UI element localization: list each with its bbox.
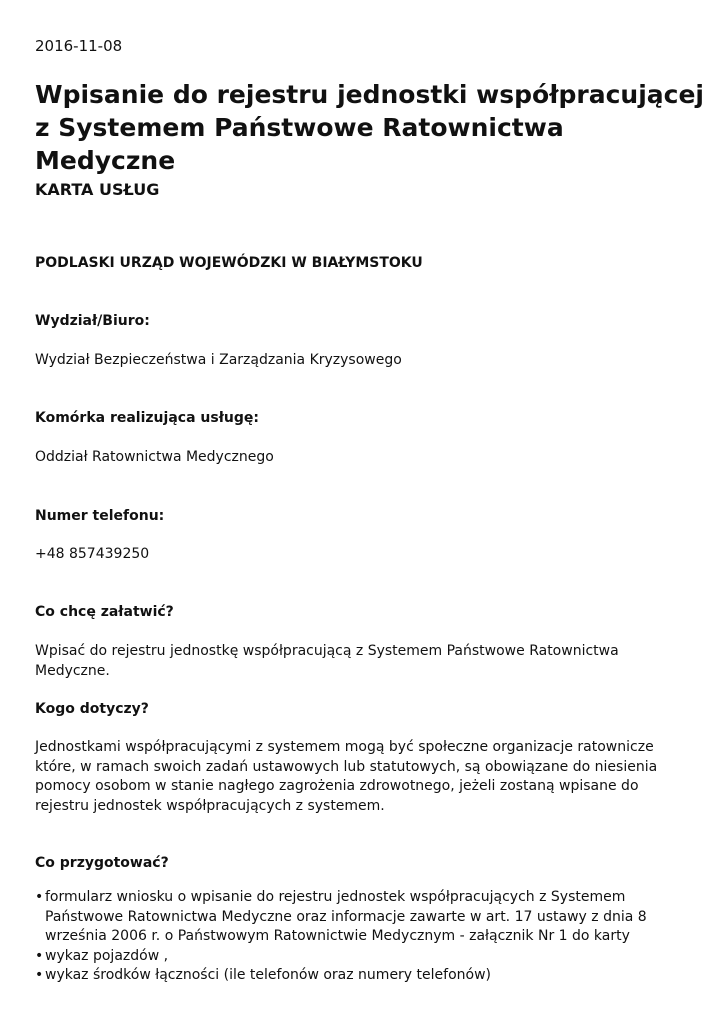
prepare-list [35, 888, 695, 986]
list-item: • wykaz pojazdów , [35, 947, 695, 967]
document-date: 2016-11-08 [35, 37, 123, 55]
list-item: • wykaz środków łączności (ile telefonów oraz numery telefonów) [35, 966, 695, 986]
list-item: • formularz wniosku o wpisanie do rejestru jednostek współpracujących z Systemem Państwowe Ratownictwa Medyczne oraz informacje zawarte w art. 17 ustawy z dnia 8 września 2006 r. o Państwowym Ratownictwie Medycznym - załącznik Nr 1 do karty [35, 888, 695, 947]
unit-label: Komórka realizująca usługę: [35, 410, 259, 426]
service-card-heading: KARTA USŁUG [35, 180, 160, 199]
what-value: Wpisać do rejestru jednostkę współpracującą z Systemem Państwowe Ratownictwa Medyczne. [35, 643, 619, 679]
phone-value: +48 857439250 [35, 546, 150, 562]
unit-value: Oddział Ratownictwa Medycznego [35, 449, 274, 465]
office-name: PODLASKI URZĄD WOJEWÓDZKI W BIAŁYMSTOKU [35, 255, 423, 271]
prepare-label: Co przygotować? [35, 855, 169, 871]
phone-label: Numer telefonu: [35, 508, 165, 524]
who-label: Kogo dotyczy? [35, 701, 149, 717]
department-value: Wydział Bezpieczeństwa i Zarządzania Kryzysowego [35, 352, 402, 368]
what-label: Co chcę załatwić? [35, 604, 174, 620]
document-title: Wpisanie do rejestru jednostki współpracującej z Systemem Państwowe Ratownictwa Medyczne [35, 80, 705, 175]
who-value: Jednostkami współpracującymi z systemem mogą być społeczne organizacje ratownicze które, w ramach swoich zadań ustawowych lub statutowych, są obowiązane do niesienia pomocy osobom w stanie nagłego zagrożenia zdrowotnego, jeżeli zostaną wpisane do rejestru jednostek współpracujących z systemem. [35, 739, 658, 814]
department-label: Wydział/Biuro: [35, 313, 150, 329]
